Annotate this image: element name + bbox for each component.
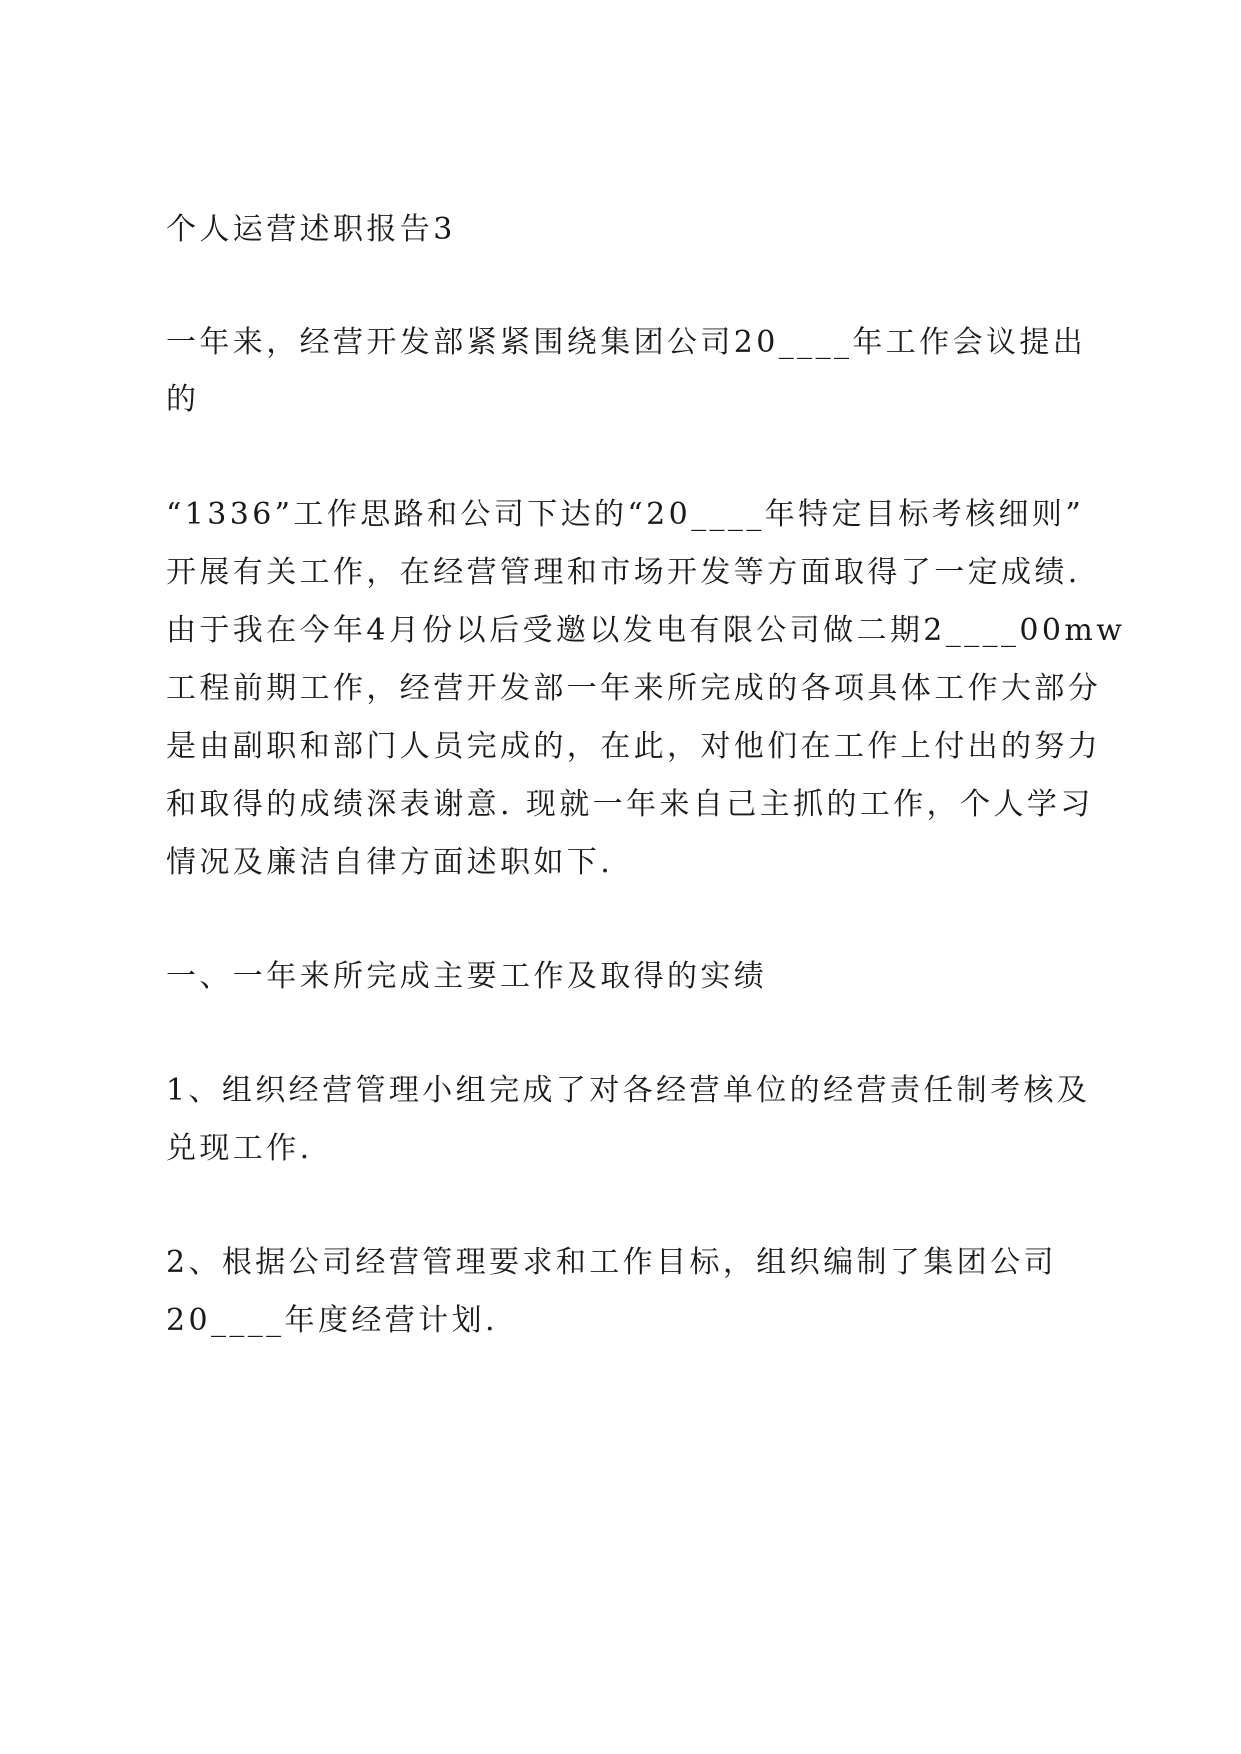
paragraph-line: 的	[166, 382, 200, 417]
paragraph-line: 是由副职和部门人员完成的，在此，对他们在工作上付出的努力	[166, 729, 1102, 764]
paragraph-line: 1、组织经营管理小组完成了对各经营单位的经营责任制考核及	[166, 1073, 1091, 1108]
paragraph-line: 2、根据公司经营管理要求和工作目标，组织编制了集团公司	[166, 1245, 1057, 1280]
paragraph-line: 和取得的成绩深表谢意. 现就一年来自己主抓的工作，个人学习	[166, 787, 1094, 822]
paragraph-line: 开展有关工作，在经营管理和市场开发等方面取得了一定成绩.	[166, 555, 1081, 590]
paragraph-line: 兑现工作.	[166, 1131, 313, 1166]
section-heading: 一、一年来所完成主要工作及取得的实绩	[166, 959, 768, 994]
document-title: 个人运营述职报告3	[166, 212, 456, 247]
paragraph-line: 一年来，经营开发部紧紧围绕集团公司20____年工作会议提出	[166, 325, 1087, 360]
paragraph-line: “1336”工作思路和公司下达的“20____年特定目标考核细则”	[166, 497, 1085, 532]
paragraph-line: 20____年度经营计划.	[166, 1303, 498, 1338]
paragraph-line: 工程前期工作，经营开发部一年来所完成的各项具体工作大部分	[166, 671, 1102, 706]
paragraph-line: 由于我在今年4月份以后受邀以发电有限公司做二期2____00mw	[166, 613, 1126, 648]
paragraph-line: 情况及廉洁自律方面述职如下.	[166, 845, 614, 880]
